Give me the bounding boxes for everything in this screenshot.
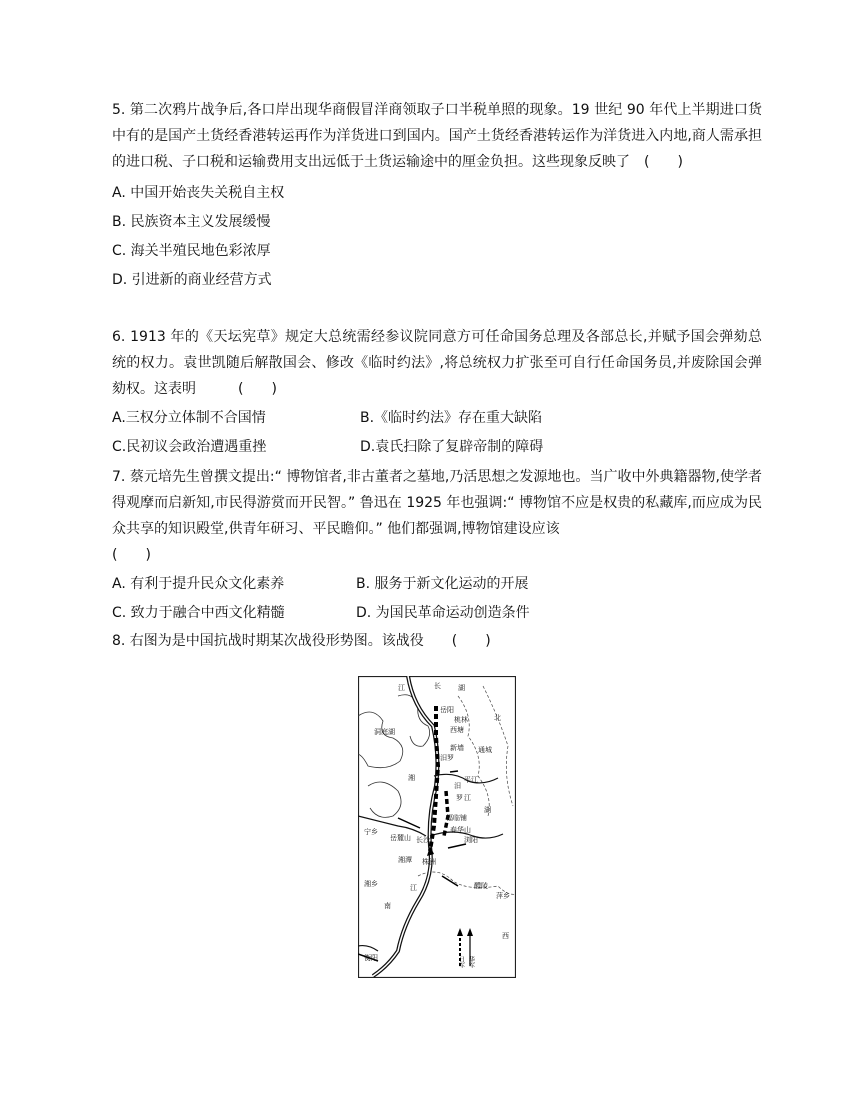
map-label: 桃林 [454,716,468,724]
map-label: 宁乡 [364,828,378,836]
question-stem: 5. 第二次鸦片战争后,各口岸出现华商假冒洋商领取子口半税单照的现象。19 世纪 90 年代上半期进口货中有的是国产土货经香港转运再作为洋货进口到国内。国产土货经香港转运作为洋货进入内地,商人需承担的进口税、子口税和运输费用支出远低于土货运输途中的厘金负担。这些现象反映了 ( ) [112,102,762,170]
map-label: 江 [398,684,405,692]
question-7 [112,464,762,628]
option-b: B. 民族资本主义发展缓慢 [112,214,271,230]
question-6 [112,324,762,462]
map-label: 湖 [458,684,465,692]
map-label: 萍乡 [496,892,510,900]
map-label: 衡阳 [364,954,378,962]
map-label: 湖 [484,806,491,814]
map-label: 罗 [456,794,463,802]
campaign-map [358,676,516,978]
map-label: 株洲 [422,858,436,866]
question-5 [112,97,762,295]
map-label: 湘乡 [364,880,378,888]
option-b: B. 服务于新文化运动的开展 [356,576,529,592]
map-label: 春华山 [450,826,471,834]
legend-label-jp: 日军 [457,956,465,968]
cn-counter-route [450,771,458,772]
option-d: D. 引进新的商业经营方式 [112,272,272,288]
question-stem: 6. 1913 年的《天坛宪草》规定大总统需经参议院同意方可任命国务总理及各部总长,并赋予国会弹劾总统的权力。袁世凯随后解散国会、修改《临时约法》,将总统权力扩张至可自行任命国务员,并废除国会弹劾权。这表明 ( ) [112,329,762,397]
map-label: 江 [464,794,471,802]
map-label: 洞庭湖 [374,728,395,736]
map-label: 岳阳 [440,706,454,714]
map-label: 汨罗 [440,754,454,762]
answer-blank: ( ) [112,547,151,563]
map-label: 湘潭 [398,856,412,864]
map-label: 新墙 [450,744,464,752]
option-c: C. 致力于融合中西文化精髓 [112,605,285,621]
question-stem: 8. 右图为是中国抗战时期某次战役形势图。该战役 ( ) [112,633,491,649]
option-d: D.袁氏扫除了复辟帝制的障碍 [360,439,544,455]
option-b: B.《临时约法》存在重大缺陷 [360,410,543,426]
map-label: 北 [494,714,501,722]
option-d: D. 为国民革命运动创造条件 [356,605,530,621]
map-label: 岳麓山 [390,834,411,842]
map-label: 通城 [478,746,492,754]
map-label: 平江 [464,776,478,784]
map-label: 江 [410,884,417,892]
option-a: A. 有利于提升民众文化素养 [112,576,285,592]
map-label: 西 [502,932,509,940]
question-8 [112,628,762,654]
map-label: 浏阳 [464,836,478,844]
option-a: A.三权分立体制不合国情 [112,410,266,426]
legend-label-cn: 华军 [467,956,475,968]
option-c: C. 海关半殖民地色彩浓厚 [112,243,271,259]
map-label: 醴陵 [474,882,488,890]
option-c: C.民初议会政治遭遇重挫 [112,439,267,455]
map-frame [359,677,516,978]
map-label: 西塘 [450,726,464,734]
map-label: 湘 [408,774,415,782]
option-a: A. 中国开始丧失关税自主权 [112,185,285,201]
map-label: 长 [434,682,441,690]
question-stem: 7. 蔡元培先生曾撰文提出:“ 博物馆者,非古董者之墓地,乃活思想之发源地也。当广收中外典籍器物,使学者得观摩而启新知,市民得游赏而开民智。” 鲁迅在 1925 年也强调:“ 博物馆不应是权贵的私藏库,而应成为民众共享的知识殿堂,供青年研习、平民瞻仰。” 他们都强调,博物馆建设应该 [112,469,762,537]
map-label: 福临铺 [446,814,467,822]
map-label: 南 [384,902,391,910]
map-label: 汨 [454,782,461,790]
map-label: 长沙 [416,836,430,844]
